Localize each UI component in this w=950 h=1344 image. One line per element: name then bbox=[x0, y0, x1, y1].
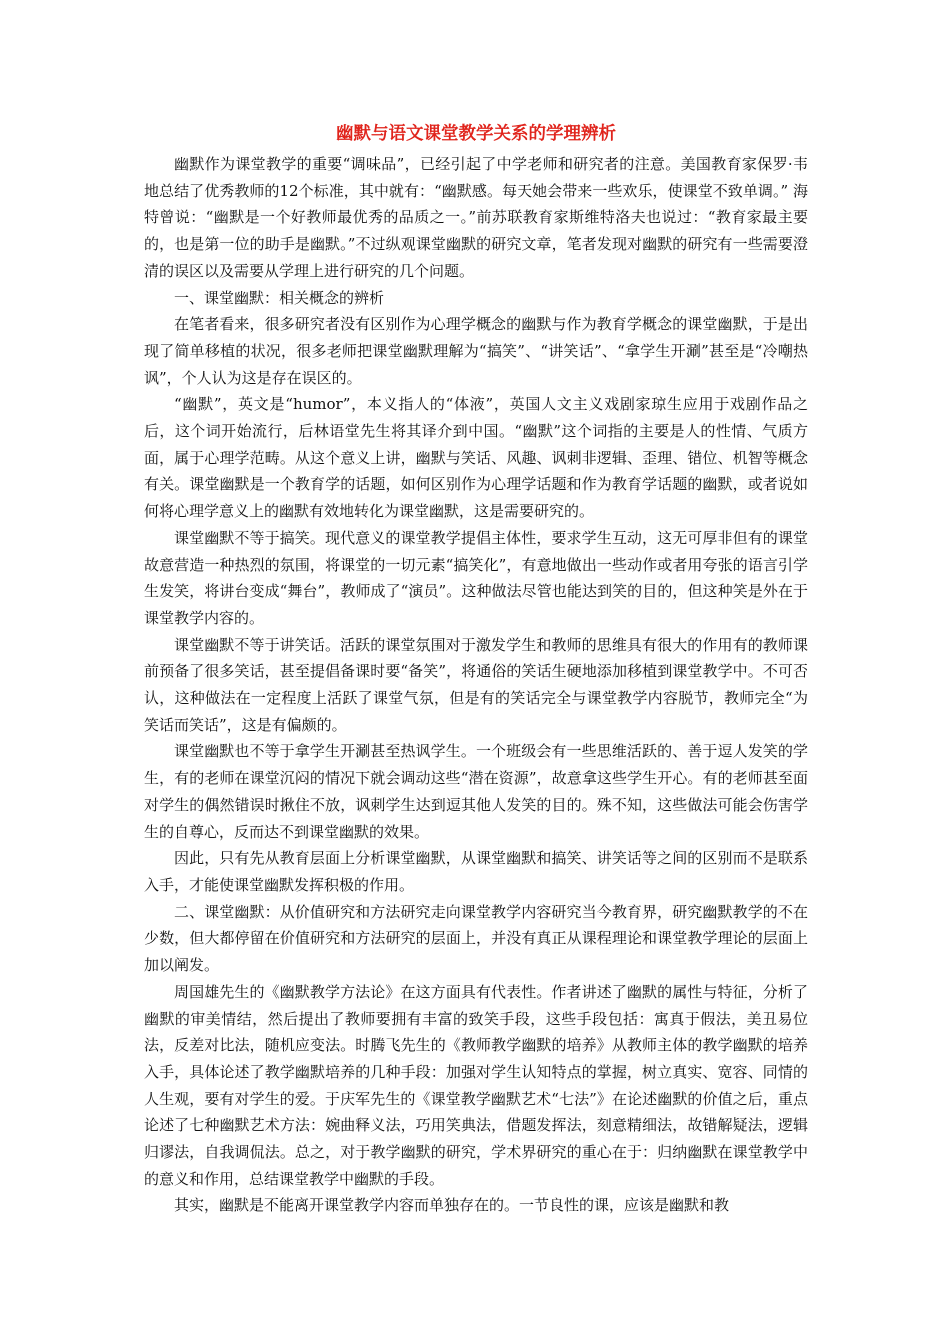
paragraph: 因此，只有先从教育层面上分析课堂幽默，从课堂幽默和搞笑、讲笑话等之间的区别而不是联系入手，才能使课堂幽默发挥积极的作用。 bbox=[144, 849, 808, 894]
paragraph: 其实，幽默是不能离开课堂教学内容而单独存在的。一节良性的课，应该是幽默和教 bbox=[174, 1196, 730, 1215]
document-body bbox=[144, 119, 808, 1219]
paragraph: 课堂幽默不等于搞笑。现代意义的课堂教学提倡主体性，要求学生互动，这无可厚非但有的课堂故意营造一种热烈的氛围，将课堂的一切元素“搞笑化”，有意地做出一些动作或者用夸张的语言引学生发笑，将讲台变成“舞台”，教师成了“演员”。这种做法尽管也能达到笑的目的，但这种笑是外在于课堂教学内容的。 bbox=[144, 528, 808, 627]
paragraph: 在笔者看来，很多研究者没有区别作为心理学概念的幽默与作为教育学概念的课堂幽默，于是出现了简单移植的状况，很多老师把课堂幽默理解为“搞笑”、“讲笑话”、“拿学生开涮”甚至是“冷嘲热讽”，个人认为这是存在误区的。 bbox=[144, 315, 808, 387]
paragraph: 课堂幽默也不等于拿学生开涮甚至热讽学生。一个班级会有一些思维活跃的、善于逗人发笑的学生，有的老师在课堂沉闷的情况下就会调动这些“潜在资源”，故意拿这些学生开心。有的老师甚至面对学生的偶然错误时揪住不放，讽刺学生达到逗其他人发笑的目的。殊不知，这些做法可能会伤害学生的自尊心，反而达不到课堂幽默的效果。 bbox=[144, 742, 808, 841]
section-heading-2: 二、课堂幽默：从价值研究和方法研究走向课堂教学内容研究当今教育界，研究幽默教学的不在少数，但大都停留在价值研究和方法研究的层面上，并没有真正从课程理论和课堂教学理论的层面上加以阐发。 bbox=[144, 902, 808, 975]
document-title: 幽默与语文课堂教学关系的学理辨析 bbox=[336, 124, 616, 144]
paragraph: 课堂幽默不等于讲笑话。活跃的课堂氛围对于激发学生和教师的思维具有很大的作用有的教师课前预备了很多笑话，甚至提倡备课时要“备笑”，将通俗的笑话生硬地添加移植到课堂教学中。不可否认，这种做法在一定程度上活跃了课堂气氛，但是有的笑话完全与课堂教学内容脱节，教师完全“为笑话而笑话”，这是有偏颇的。 bbox=[144, 635, 808, 734]
paragraph: 周国雄先生的《幽默教学方法论》在这方面具有代表性。作者讲述了幽默的属性与特征，分析了幽默的审美情结，然后提出了教师要拥有丰富的致笑手段，这些手段包括：寓真于假法，美丑易位法，反差对比法，随机应变法。时腾飞先生的《教师教学幽默的培养》从教师主体的教学幽默的培养入手，具体论述了教学幽默培养的几种手段：加强对学生认知特点的掌握，树立真实、宽容、同情的人生观，要有对学生的爱。于庆军先生的《课堂教学幽默艺术“七法”》在论述幽默的价值之后，重点论述了七种幽默艺术方法：婉曲释义法，巧用笑典法，借题发挥法，刻意精细法，故错解疑法，逻辑归谬法，自我调侃法。总之，对于教学幽默的研究，学术界研究的重心在于：归纳幽默在课堂教学中的意义和作用，总结课堂教学中幽默的手段。 bbox=[144, 982, 808, 1188]
paragraph: “幽默”，英文是“humor”，本义指人的“体液”，英国人文主义戏剧家琼生应用于戏剧作品之后，这个词开始流行，后林语堂先生将其译介到中国。“幽默”这个词指的主要是人的性情、气质方面，属于心理学范畴。从这个意义上讲，幽默与笑话、风趣、讽刺非逻辑、歪理、错位、机智等概念有关。课堂幽默是一个教育学的话题，如何区别作为心理学话题和作为教育学话题的幽默，或者说如何将心理学意义上的幽默有效地转化为课堂幽默，这是需要研究的。 bbox=[144, 395, 808, 521]
section-heading-1: 一、课堂幽默：相关概念的辨析 bbox=[174, 288, 385, 307]
paragraph-intro: 幽默作为课堂教学的重要“调味品”，已经引起了中学老师和研究者的注意。美国教育家保罗·韦地总结了优秀教师的12个标准，其中就有：“幽默感。每天她会带来一些欢乐，使课堂不致单调。” 海特曾说：“幽默是一个好教师最优秀的品质之一。”前苏联教育家斯维特洛夫也说过：“教育家最主要的，也是第一位的助手是幽默。”不过纵观课堂幽默的研究文章，笔者发现对幽默的研究有一些需要澄清的误区以及需要从学理上进行研究的几个问题。 bbox=[144, 155, 808, 280]
